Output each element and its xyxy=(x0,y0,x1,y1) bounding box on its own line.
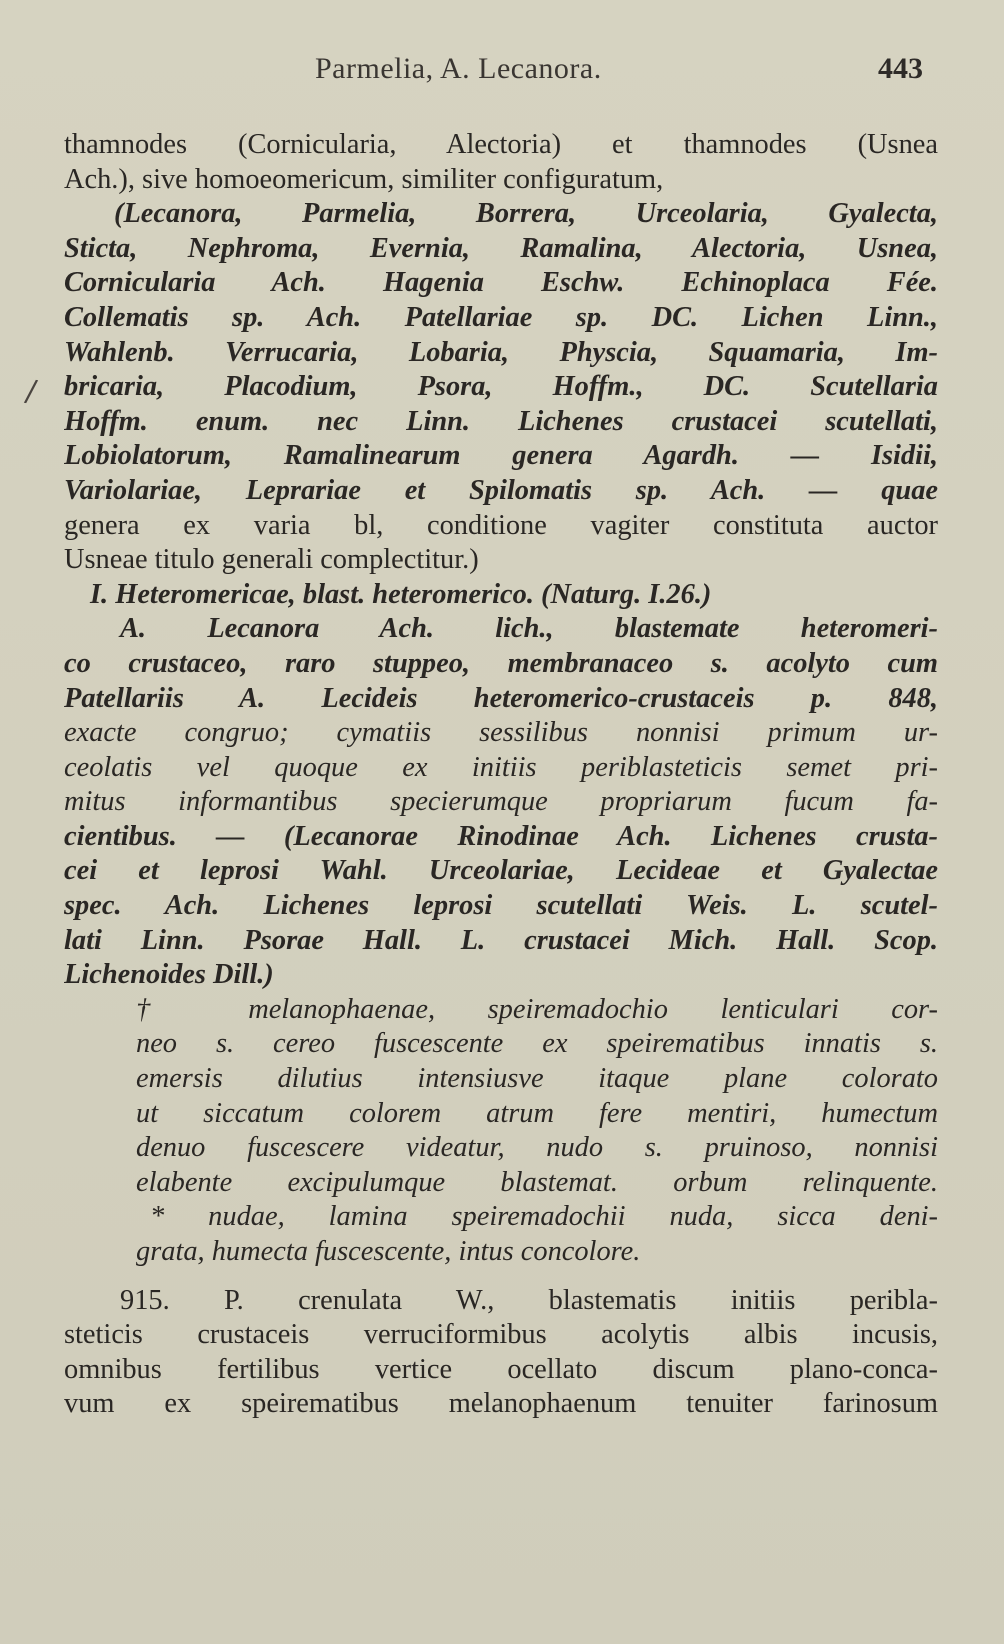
page-number: 443 xyxy=(878,52,923,85)
text-line: Hoffm. enum. nec Linn. Lichenes crustacei scutellati, xyxy=(64,405,938,437)
text-line: Sticta, Nephroma, Evernia, Ramalina, Alectoria, Usnea, xyxy=(64,232,938,264)
text-line: denuo fuscescere videatur, nudo s. pruinoso, nonnisi xyxy=(136,1132,938,1164)
text-line: Collematis sp. Ach. Patellariae sp. DC. Lichen Linn., xyxy=(64,301,938,333)
text-line: cei et leprosi Wahl. Urceolariae, Lecideae et Gyalectae xyxy=(64,855,938,887)
text-line: grata, humecta fuscescente, intus concolore. xyxy=(136,1236,641,1267)
text-line: I. Heteromericae, blast. heteromerico. (Naturg. I.26.) xyxy=(90,578,712,610)
running-title: Parmelia, A. Lecanora. xyxy=(315,52,602,85)
text-line: emersis dilutius intensiusve itaque plane colorato xyxy=(136,1063,938,1095)
page-header xyxy=(0,52,1004,92)
text-line: Cornicularia Ach. Hagenia Eschw. Echinoplaca Fée. xyxy=(64,267,938,299)
text-line: Lobiolatorum, Ramalinearum genera Agardh. — Isidii, xyxy=(64,440,938,472)
text-line: thamnodes (Cornicularia, Alectoria) et thamnodes (Usnea xyxy=(64,129,938,160)
text-line: Variolariae, Leprariae et Spilomatis sp. Ach. — quae xyxy=(64,474,938,506)
text-line: Patellariis A. Lecideis heteromerico-crustaceis p. 848, xyxy=(64,682,938,714)
text-line: omnibus fertilibus vertice ocellato discum plano-conca- xyxy=(64,1353,938,1385)
text-line: spec. Ach. Lichenes leprosi scutellati Weis. L. scutel- xyxy=(64,890,938,922)
text-line: Ach.), sive homoeomericum, similiter configuratum, xyxy=(64,163,664,195)
text-line: elabente excipulumque blastemat. orbum relinquente. xyxy=(136,1166,938,1198)
body-text xyxy=(64,128,938,1422)
text-line: bricaria, Placodium, Psora, Hoffm., DC. Scutellaria xyxy=(64,371,938,403)
text-line: A. Lecanora Ach. lich., blastemate heteromeri- xyxy=(120,613,938,645)
text-line: mitus informantibus specierumque propriarum fucum fa- xyxy=(64,786,938,818)
text-line: (Lecanora, Parmelia, Borrera, Urceolaria, Gyalecta, xyxy=(114,198,938,230)
text-line: lati Linn. Psorae Hall. L. crustacei Mich. Hall. Scop. xyxy=(64,924,938,956)
text-line: Lichenoides Dill.) xyxy=(64,959,274,991)
paragraph-gap xyxy=(64,1270,938,1284)
margin-pencil-mark: / xyxy=(23,373,40,410)
text-line: Usneae titulo generali complectitur.) xyxy=(64,544,479,576)
text-line: 915. P. crenulata W., blastematis initiis peribla- xyxy=(120,1284,938,1316)
text-line: ut siccatum colorem atrum fere mentiri, humectum xyxy=(136,1097,938,1129)
text-line: exacte congruo; cymatiis sessilibus nonnisi primum ur- xyxy=(64,717,938,749)
text-line: vum ex speirematibus melanophaenum tenuiter farinosum xyxy=(64,1388,938,1420)
text-line: cientibus. — (Lecanorae Rinodinae Ach. Lichenes crusta- xyxy=(64,820,938,852)
text-line: * nudae, lamina speiremadochii nuda, sicca deni- xyxy=(150,1201,938,1233)
text-line: genera ex varia bl, conditione vagiter constituta auctor xyxy=(64,509,938,541)
text-line: ceolatis vel quoque ex initiis periblasteticis semet pri- xyxy=(64,751,938,783)
text-line: † melanophaenae, speiremadochio lenticulari cor- xyxy=(136,993,938,1025)
text-line: steticis crustaceis verruciformibus acolytis albis incusis, xyxy=(64,1319,938,1351)
text-line: Wahlenb. Verrucaria, Lobaria, Physcia, Squamaria, Im- xyxy=(64,336,938,368)
text-line: neo s. cereo fuscescente ex speirematibus innatis s. xyxy=(136,1028,938,1060)
text-line: co crustaceo, raro stuppeo, membranaceo s. acolyto cum xyxy=(64,647,938,679)
